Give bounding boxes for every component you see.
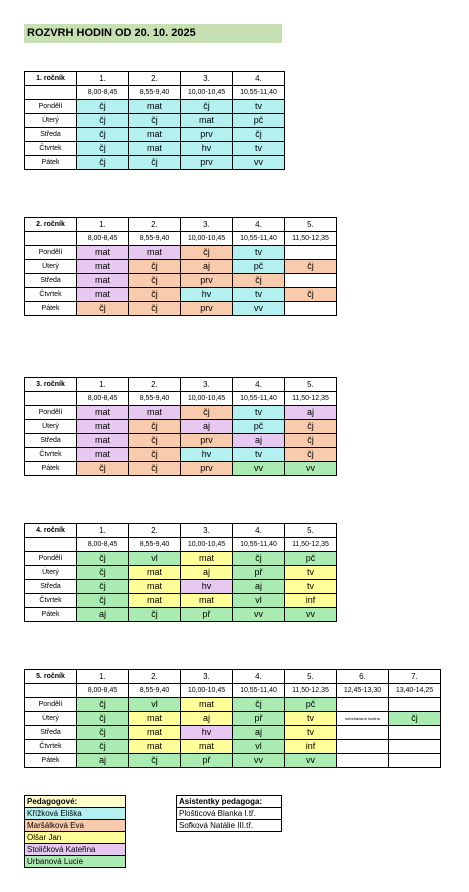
day-label: Úterý xyxy=(25,260,77,274)
lesson-cell: aj xyxy=(181,420,233,434)
header-row xyxy=(25,524,337,538)
lesson-cell: mat xyxy=(77,246,129,260)
lesson-cell: mat xyxy=(129,712,181,726)
lesson-cell: pč xyxy=(233,420,285,434)
table-row xyxy=(25,100,285,114)
period-number: 5. xyxy=(285,378,337,392)
lesson-cell: vl xyxy=(129,698,181,712)
lesson-cell: čj xyxy=(129,434,181,448)
lesson-cell: čj xyxy=(77,142,129,156)
lesson-cell: čj xyxy=(77,128,129,142)
lesson-cell xyxy=(389,726,441,740)
lesson-cell: tv xyxy=(285,566,337,580)
day-label: Středa xyxy=(25,128,77,142)
lesson-cell: mat xyxy=(129,100,181,114)
lesson-cell: hv xyxy=(181,448,233,462)
time-row xyxy=(25,684,441,698)
lesson-cell: čj xyxy=(129,462,181,476)
period-number: 7. xyxy=(389,670,441,684)
lesson-cell: aj xyxy=(285,406,337,420)
time-row xyxy=(25,538,337,552)
period-number: 1. xyxy=(77,378,129,392)
period-time: 12,45-13,30 xyxy=(337,684,389,698)
period-time: 10,00-10,45 xyxy=(181,232,233,246)
lesson-cell: čj xyxy=(77,114,129,128)
assistant-legend-item: Sofková Natálie III.tř. xyxy=(177,820,282,832)
day-label: Pondělí xyxy=(25,246,77,260)
lesson-cell: čj xyxy=(129,288,181,302)
lesson-cell: čj xyxy=(129,156,181,170)
day-label: Středa xyxy=(25,434,77,448)
period-time: 8,00-8,45 xyxy=(77,86,129,100)
day-label: Úterý xyxy=(25,566,77,580)
timetable-1 xyxy=(24,71,285,170)
lesson-cell: aj xyxy=(181,566,233,580)
lesson-cell: čj xyxy=(285,448,337,462)
period-number: 4. xyxy=(233,218,285,232)
assistant-legend-item: Plošticová Blanka I.tř. xyxy=(177,808,282,820)
header-row xyxy=(25,378,337,392)
lesson-cell: prv xyxy=(181,302,233,316)
header-row xyxy=(25,218,337,232)
day-label: Pátek xyxy=(25,608,77,622)
period-number: 2. xyxy=(129,72,181,86)
lesson-cell xyxy=(337,754,389,768)
lesson-cell: čj xyxy=(129,302,181,316)
period-number: 4. xyxy=(233,378,285,392)
period-time: 10,55-11,40 xyxy=(233,684,285,698)
lesson-cell: čj xyxy=(389,712,441,726)
lesson-cell: mat xyxy=(77,288,129,302)
table-row xyxy=(25,434,337,448)
lesson-cell: mat xyxy=(77,448,129,462)
lesson-cell: čj xyxy=(129,114,181,128)
day-label: Středa xyxy=(25,726,77,740)
day-label: Pondělí xyxy=(25,100,77,114)
table-row xyxy=(25,274,337,288)
timetable-5 xyxy=(24,669,441,768)
period-time: 11,50-12,35 xyxy=(285,684,337,698)
lesson-cell: mat xyxy=(77,274,129,288)
lesson-cell: čj xyxy=(181,100,233,114)
lesson-cell: mat xyxy=(129,594,181,608)
lesson-cell: inf xyxy=(285,594,337,608)
grade-label: 2. ročník xyxy=(25,218,77,232)
lesson-cell: mat xyxy=(181,698,233,712)
teacher-legend-item: Olšar Jan xyxy=(25,832,126,844)
lesson-cell: čj xyxy=(233,128,285,142)
lesson-cell: čj xyxy=(77,156,129,170)
lesson-cell: hv xyxy=(181,142,233,156)
period-number: 5. xyxy=(285,218,337,232)
lesson-cell: čj xyxy=(129,420,181,434)
lesson-cell: tv xyxy=(233,406,285,420)
lesson-cell: hv xyxy=(181,288,233,302)
lesson-cell: vv xyxy=(233,754,285,768)
lesson-cell: pč xyxy=(233,114,285,128)
lesson-cell: čj xyxy=(129,608,181,622)
period-time: 11,50-12,35 xyxy=(285,538,337,552)
time-row-blank xyxy=(25,538,77,552)
day-label: Pondělí xyxy=(25,698,77,712)
lesson-cell: čj xyxy=(233,274,285,288)
lesson-cell xyxy=(285,274,337,288)
lesson-cell: mat xyxy=(181,552,233,566)
table-row xyxy=(25,698,441,712)
lesson-cell: čj xyxy=(129,754,181,768)
table-row xyxy=(25,246,337,260)
lesson-cell: pč xyxy=(285,552,337,566)
lesson-cell: mat xyxy=(129,566,181,580)
table-row xyxy=(25,114,285,128)
lesson-cell: př xyxy=(181,754,233,768)
lesson-cell: vv xyxy=(285,754,337,768)
lesson-cell: čj xyxy=(285,260,337,274)
lesson-cell: aj xyxy=(77,608,129,622)
lesson-cell: mat xyxy=(129,142,181,156)
lesson-cell: aj xyxy=(181,260,233,274)
lesson-cell: čj xyxy=(77,698,129,712)
lesson-cell: př xyxy=(181,608,233,622)
period-number: 5. xyxy=(285,524,337,538)
header-row xyxy=(25,670,441,684)
timetable-3 xyxy=(24,377,337,476)
grade-label: 5. ročník xyxy=(25,670,77,684)
period-number: 1. xyxy=(77,524,129,538)
lesson-cell: mat xyxy=(77,420,129,434)
lesson-cell: hv xyxy=(181,580,233,594)
day-label: Čtvrtek xyxy=(25,740,77,754)
table-row xyxy=(25,552,337,566)
table-row xyxy=(25,406,337,420)
period-time: 10,55-11,40 xyxy=(233,232,285,246)
timetable-4 xyxy=(24,523,337,622)
lesson-cell: mat xyxy=(181,114,233,128)
lesson-cell: čj xyxy=(77,594,129,608)
lesson-cell: tv xyxy=(233,288,285,302)
day-label: Pondělí xyxy=(25,406,77,420)
day-label: Středa xyxy=(25,580,77,594)
period-time: 10,00-10,45 xyxy=(181,86,233,100)
table-row xyxy=(25,594,337,608)
lesson-cell: vl xyxy=(233,740,285,754)
lesson-cell: aj xyxy=(181,712,233,726)
period-number: 5. xyxy=(285,670,337,684)
lesson-cell: čj xyxy=(77,302,129,316)
teachers-legend xyxy=(24,795,126,868)
table-row xyxy=(25,156,285,170)
period-number: 3. xyxy=(181,670,233,684)
teacher-legend-item: Křížková Eliška xyxy=(25,808,126,820)
lesson-cell: prv xyxy=(181,434,233,448)
lesson-cell: čj xyxy=(181,406,233,420)
day-label: Pondělí xyxy=(25,552,77,566)
period-time: 8,00-8,45 xyxy=(77,538,129,552)
lesson-cell: tv xyxy=(285,712,337,726)
teacher-legend-item: Stoličková Kateřina xyxy=(25,844,126,856)
lesson-cell: vv xyxy=(285,608,337,622)
time-row-blank xyxy=(25,684,77,698)
lesson-cell: čj xyxy=(181,246,233,260)
lesson-cell: mat xyxy=(77,434,129,448)
lesson-cell xyxy=(389,740,441,754)
page-title: ROZVRH HODIN OD 20. 10. 2025 xyxy=(24,24,282,43)
lesson-cell xyxy=(389,698,441,712)
grade-label: 1. ročník xyxy=(25,72,77,86)
lesson-cell: vv xyxy=(285,462,337,476)
table-row xyxy=(25,754,441,768)
day-label: Pátek xyxy=(25,754,77,768)
table-row xyxy=(25,566,337,580)
period-time: 10,55-11,40 xyxy=(233,392,285,406)
period-number: 4. xyxy=(233,72,285,86)
period-time: 8,55-9,40 xyxy=(129,538,181,552)
lesson-cell: sebekázaná hodina xyxy=(337,712,389,726)
lesson-cell: čj xyxy=(77,580,129,594)
lesson-cell: tv xyxy=(233,448,285,462)
table-row xyxy=(25,726,441,740)
lesson-cell: čj xyxy=(129,448,181,462)
day-label: Čtvrtek xyxy=(25,288,77,302)
period-number: 2. xyxy=(129,670,181,684)
day-label: Čtvrtek xyxy=(25,594,77,608)
lesson-cell: aj xyxy=(233,434,285,448)
lesson-cell: vv xyxy=(233,156,285,170)
period-number: 3. xyxy=(181,218,233,232)
period-time: 8,55-9,40 xyxy=(129,86,181,100)
lesson-cell: čj xyxy=(129,260,181,274)
lesson-cell: pč xyxy=(233,260,285,274)
period-time: 10,00-10,45 xyxy=(181,684,233,698)
period-time: 11,50-12,35 xyxy=(285,392,337,406)
table-row xyxy=(25,740,441,754)
period-time: 10,55-11,40 xyxy=(233,538,285,552)
lesson-cell xyxy=(337,698,389,712)
lesson-cell: tv xyxy=(233,246,285,260)
lesson-cell: prv xyxy=(181,128,233,142)
lesson-cell: vl xyxy=(233,594,285,608)
period-number: 1. xyxy=(77,670,129,684)
lesson-cell xyxy=(285,246,337,260)
time-row xyxy=(25,392,337,406)
lesson-cell: inf xyxy=(285,740,337,754)
day-label: Pátek xyxy=(25,462,77,476)
lesson-cell xyxy=(337,740,389,754)
lesson-cell: čj xyxy=(285,420,337,434)
day-label: Pátek xyxy=(25,156,77,170)
lesson-cell: prv xyxy=(181,156,233,170)
lesson-cell: mat xyxy=(181,594,233,608)
period-number: 2. xyxy=(129,378,181,392)
lesson-cell: mat xyxy=(129,128,181,142)
time-row xyxy=(25,86,285,100)
lesson-cell: mat xyxy=(129,246,181,260)
table-row xyxy=(25,608,337,622)
period-number: 4. xyxy=(233,524,285,538)
lesson-cell: čj xyxy=(233,698,285,712)
time-row xyxy=(25,232,337,246)
header-row xyxy=(25,72,285,86)
teacher-legend-item: Urbanová Lucie xyxy=(25,856,126,868)
time-row-blank xyxy=(25,232,77,246)
lesson-cell: čj xyxy=(285,288,337,302)
table-row xyxy=(25,260,337,274)
period-number: 4. xyxy=(233,670,285,684)
teachers-legend-header: Pedagogové: xyxy=(25,796,126,808)
lesson-cell: mat xyxy=(129,726,181,740)
table-row xyxy=(25,288,337,302)
lesson-cell: aj xyxy=(233,580,285,594)
lesson-cell: mat xyxy=(129,580,181,594)
lesson-cell: čj xyxy=(233,552,285,566)
period-number: 6. xyxy=(337,670,389,684)
lesson-cell: mat xyxy=(77,260,129,274)
day-label: Středa xyxy=(25,274,77,288)
lesson-cell: čj xyxy=(77,100,129,114)
grade-label: 3. ročník xyxy=(25,378,77,392)
period-time: 10,00-10,45 xyxy=(181,538,233,552)
lesson-cell: čj xyxy=(77,552,129,566)
period-time: 8,55-9,40 xyxy=(129,684,181,698)
lesson-cell: hv xyxy=(181,726,233,740)
day-label: Úterý xyxy=(25,114,77,128)
lesson-cell: čj xyxy=(77,740,129,754)
lesson-cell: vv xyxy=(233,608,285,622)
lesson-cell: čj xyxy=(129,274,181,288)
lesson-cell xyxy=(389,754,441,768)
assistants-legend xyxy=(176,795,282,832)
day-label: Čtvrtek xyxy=(25,448,77,462)
assistants-legend-header: Asistentky pedagoga: xyxy=(177,796,282,808)
table-row xyxy=(25,462,337,476)
table-row xyxy=(25,580,337,594)
day-label: Úterý xyxy=(25,420,77,434)
lesson-cell: mat xyxy=(181,740,233,754)
day-label: Pátek xyxy=(25,302,77,316)
lesson-cell: čj xyxy=(285,434,337,448)
lesson-cell: př xyxy=(233,712,285,726)
lesson-cell: vv xyxy=(233,302,285,316)
lesson-cell: tv xyxy=(285,580,337,594)
day-label: Úterý xyxy=(25,712,77,726)
lesson-cell: čj xyxy=(77,462,129,476)
period-time: 13,40-14,25 xyxy=(389,684,441,698)
time-row-blank xyxy=(25,86,77,100)
lesson-cell: prv xyxy=(181,462,233,476)
period-number: 3. xyxy=(181,72,233,86)
period-time: 10,55-11,40 xyxy=(233,86,285,100)
period-time: 8,55-9,40 xyxy=(129,232,181,246)
table-row xyxy=(25,448,337,462)
lesson-cell: čj xyxy=(77,566,129,580)
period-time: 10,00-10,45 xyxy=(181,392,233,406)
table-row xyxy=(25,302,337,316)
period-number: 1. xyxy=(77,72,129,86)
timetable-2 xyxy=(24,217,337,316)
lesson-cell: čj xyxy=(77,712,129,726)
lesson-cell: aj xyxy=(77,754,129,768)
period-number: 3. xyxy=(181,378,233,392)
grade-label: 4. ročník xyxy=(25,524,77,538)
lesson-cell: tv xyxy=(233,142,285,156)
lesson-cell: tv xyxy=(285,726,337,740)
period-time: 8,00-8,45 xyxy=(77,232,129,246)
day-label: Čtvrtek xyxy=(25,142,77,156)
period-number: 2. xyxy=(129,218,181,232)
lesson-cell: př xyxy=(233,566,285,580)
time-row-blank xyxy=(25,392,77,406)
lesson-cell: vl xyxy=(129,552,181,566)
lesson-cell: vv xyxy=(233,462,285,476)
period-time: 8,00-8,45 xyxy=(77,392,129,406)
lesson-cell: aj xyxy=(233,726,285,740)
period-number: 1. xyxy=(77,218,129,232)
teacher-legend-item: Maršálková Eva xyxy=(25,820,126,832)
table-row xyxy=(25,128,285,142)
lesson-cell: mat xyxy=(129,406,181,420)
period-number: 2. xyxy=(129,524,181,538)
lesson-cell: prv xyxy=(181,274,233,288)
period-time: 11,50-12,35 xyxy=(285,232,337,246)
lesson-cell xyxy=(337,726,389,740)
table-row xyxy=(25,420,337,434)
lesson-cell: tv xyxy=(233,100,285,114)
period-number: 3. xyxy=(181,524,233,538)
lesson-cell: pč xyxy=(285,698,337,712)
period-time: 8,55-9,40 xyxy=(129,392,181,406)
table-row xyxy=(25,712,441,726)
lesson-cell: mat xyxy=(129,740,181,754)
lesson-cell: čj xyxy=(77,726,129,740)
period-time: 8,00-8,45 xyxy=(77,684,129,698)
lesson-cell xyxy=(285,302,337,316)
table-row xyxy=(25,142,285,156)
lesson-cell: mat xyxy=(77,406,129,420)
